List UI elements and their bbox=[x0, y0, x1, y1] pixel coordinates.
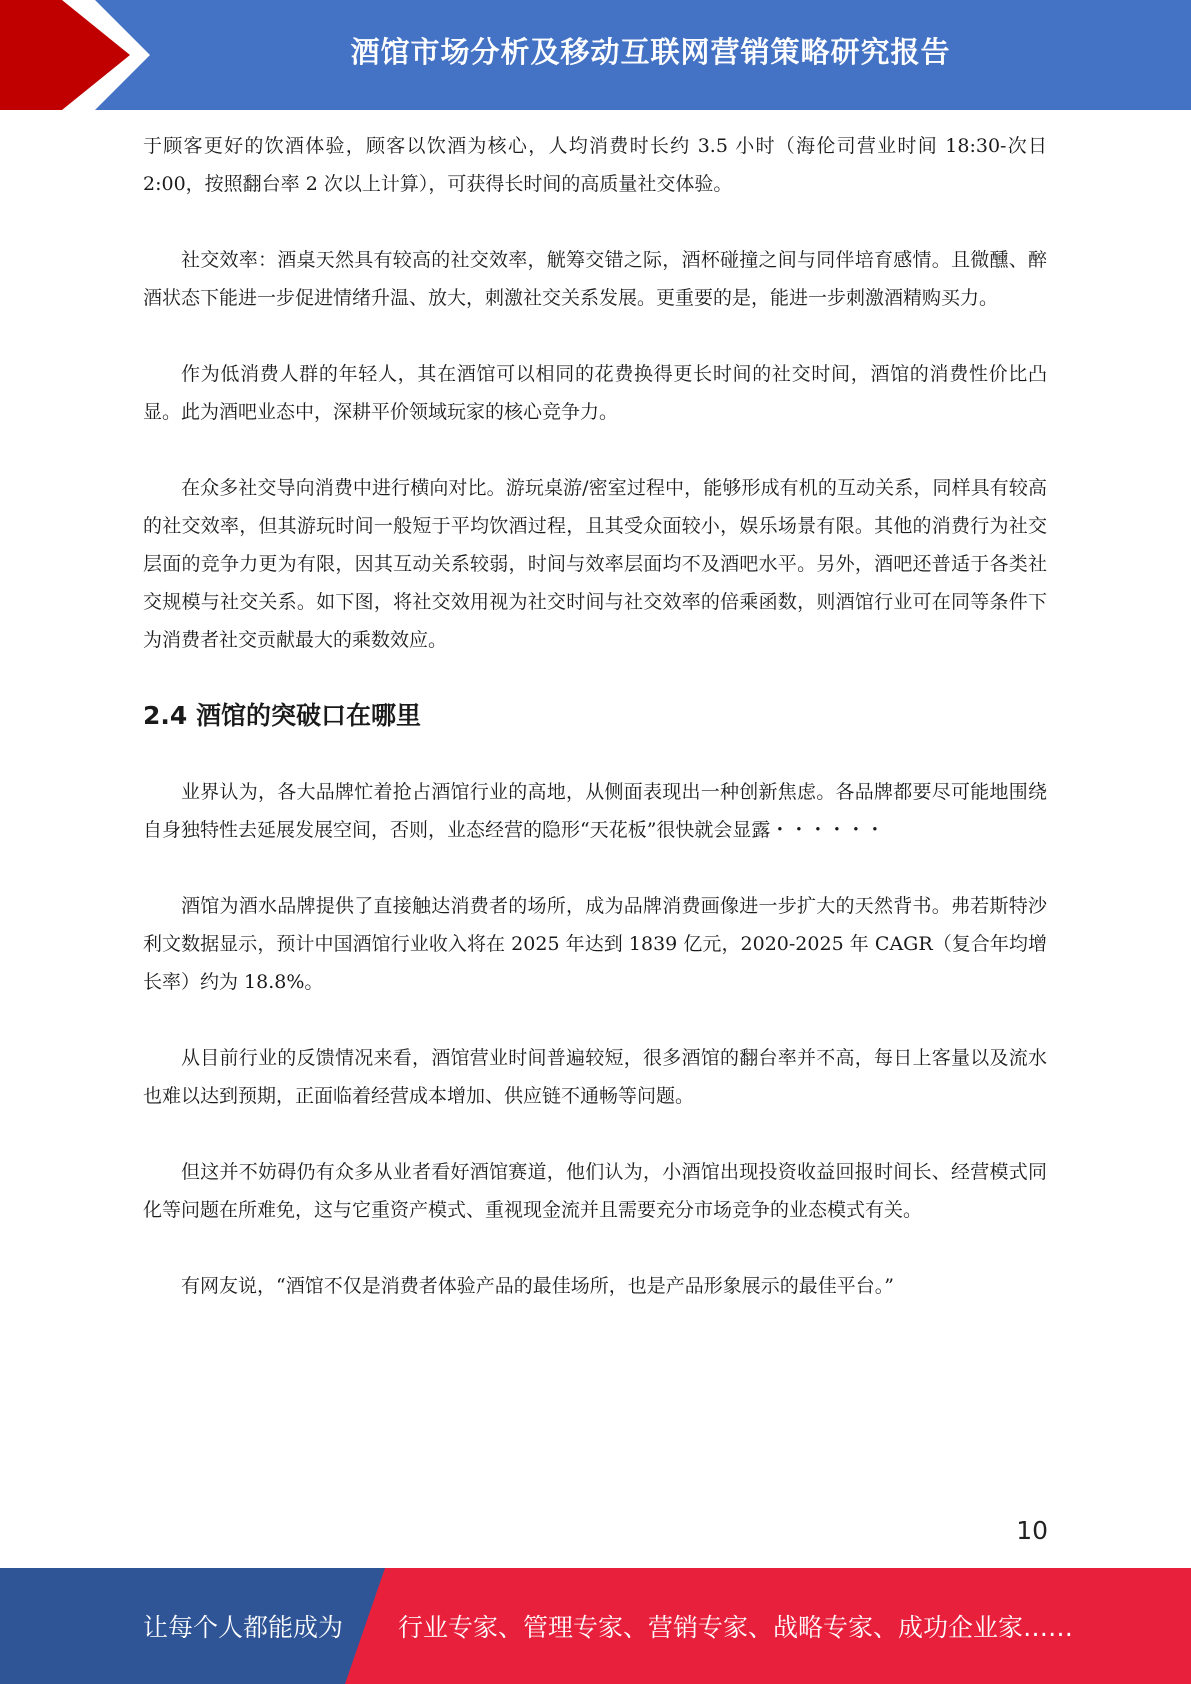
paragraph: 作为低消费人群的年轻人，其在酒馆可以相同的花费换得更长时间的社交时间，酒馆的消费性价比凸显。此为酒吧业态中，深耕平价领域玩家的核心竞争力。 bbox=[143, 363, 1047, 423]
paragraph: 社交效率：酒桌天然具有较高的社交效率，觥筹交错之际，酒杯碰撞之间与同伴培育感情。且微醺、醉酒状态下能进一步促进情绪升温、放大，刺激社交关系发展。更重要的是，能进一步刺激酒精购买力。 bbox=[143, 249, 1047, 309]
header-arrow-icon bbox=[0, 0, 160, 110]
report-title: 酒馆市场分析及移动互联网营销策略研究报告 bbox=[350, 34, 951, 69]
paragraph: 从目前行业的反馈情况来看，酒馆营业时间普遍较短，很多酒馆的翻台率并不高，每日上客量以及流水也难以达到预期，正面临着经营成本增加、供应链不通畅等问题。 bbox=[143, 1047, 1047, 1107]
footer-slogan-left: 让每个人都能成为 bbox=[143, 1613, 344, 1642]
section-heading: 2.4 酒馆的突破口在哪里 bbox=[143, 701, 421, 730]
paragraph: 有网友说，“酒馆不仅是消费者体验产品的最佳场所，也是产品形象展示的最佳平台。” bbox=[181, 1275, 894, 1297]
main-content bbox=[143, 127, 1047, 1305]
page-header bbox=[0, 0, 1191, 110]
paragraph: 于顾客更好的饮酒体验，顾客以饮酒为核心，人均消费时长约 3.5 小时（海伦司营业时间 18:30-次日 2:00，按照翻台率 2 次以上计算），可获得长时间的高质量社交体验。 bbox=[143, 135, 1047, 195]
paragraph: 业界认为，各大品牌忙着抢占酒馆行业的高地，从侧面表现出一种创新焦虑。各品牌都要尽可能地围绕自身独特性去延展发展空间，否则，业态经营的隐形“天花板”很快就会显露・・・・・・ bbox=[143, 781, 1047, 841]
paragraph: 在众多社交导向消费中进行横向对比。游玩桌游/密室过程中，能够形成有机的互动关系，同样具有较高的社交效率，但其游玩时间一般短于平均饮酒过程，且其受众面较小，娱乐场景有限。其他的消费行为社交层面的竞争力更为有限，因其互动关系较弱，时间与效率层面均不及酒吧水平。另外，酒吧还普适于各类社交规模与社交关系。如下图，将社交效用视为社交时间与社交效率的倍乘函数，则酒馆行业可在同等条件下为消费者社交贡献最大的乘数效应。 bbox=[143, 477, 1047, 651]
paragraph: 但这并不妨碍仍有众多从业者看好酒馆赛道，他们认为，小酒馆出现投资收益回报时间长、经营模式同化等问题在所难免，这与它重资产模式、重视现金流并且需要充分市场竞争的业态模式有关。 bbox=[143, 1161, 1047, 1221]
page-footer bbox=[0, 1568, 1191, 1684]
page-number: 10 bbox=[1016, 1516, 1048, 1545]
footer-slogan-right: 行业专家、管理专家、营销专家、战略专家、成功企业家…… bbox=[398, 1613, 1074, 1642]
paragraph: 酒馆为酒水品牌提供了直接触达消费者的场所，成为品牌消费画像进一步扩大的天然背书。弗若斯特沙利文数据显示，预计中国酒馆行业收入将在 2025 年达到 1839 亿元，2020-2025 年 CAGR（复合年均增长率）约为 18.8%。 bbox=[143, 895, 1047, 993]
